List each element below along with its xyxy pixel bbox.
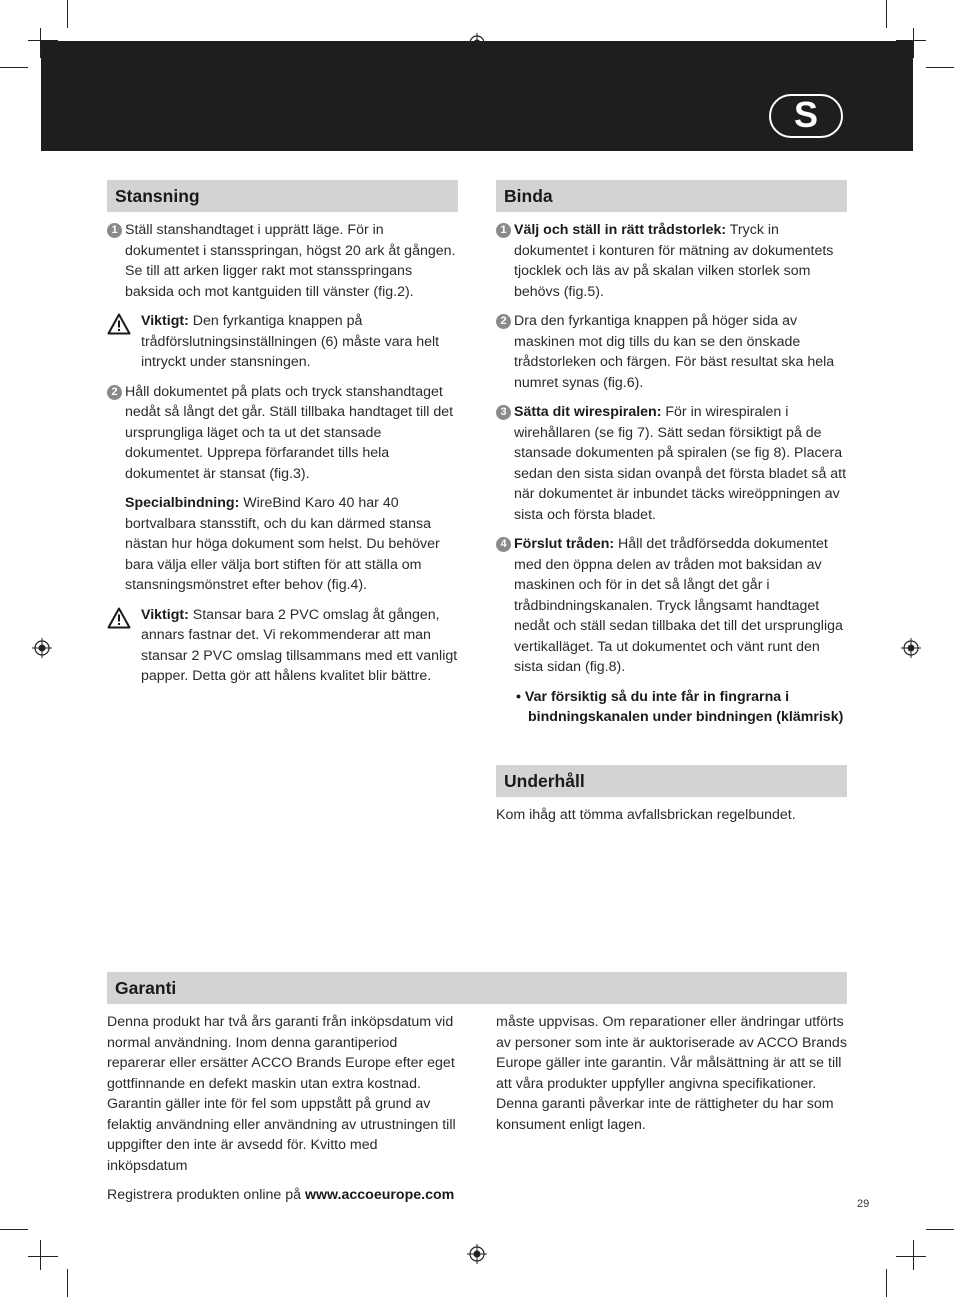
step-4 <box>496 534 847 678</box>
crop-mark <box>40 1240 41 1270</box>
warranty-text: måste uppvisas. Om reparationer eller ändringar utförts av personer som inte är auktoriserade av ACCO Brands Europe gäller inte garantin. Vår målsättning är att se till att våra produkter uppfyller angivna specifikationer. Denna garanti påverkar inte de rättigheter du har som konsument enligt lagen. <box>496 1014 847 1133</box>
step-1 <box>107 220 458 302</box>
step-text: Håll det trådförsedda dokumentet med den öppna delen av tråden mot baksidan av maskinen och för in det så långt det går i trådbindningskanalen. Tryck långsamt handtaget nedåt och ställ sedan tillbaka det till det ursprungliga vertikalläget. Ta ut dokumentet och vänt runt den sista sidan (fig.8). <box>514 536 843 675</box>
warning-label: Viktigt: <box>141 313 189 329</box>
caution-bullet: • Var försiktig så du inte får in fingrarna i bindningskanalen under bindningen (klämrisk) <box>516 688 844 725</box>
step-2 <box>107 382 458 485</box>
language-badge: S <box>769 94 843 138</box>
crop-mark <box>926 1229 954 1230</box>
crop-mark <box>0 1229 28 1230</box>
crop-mark <box>913 1240 914 1270</box>
step-text: Tryck in dokumentet i konturen för mätning av dokumentets tjocklek och läs av på skalan vilken storlek som behövs (fig.5). <box>514 222 834 300</box>
step-number-badge: 1 <box>496 223 511 238</box>
warning-label: Viktigt: <box>141 606 189 623</box>
section-title: Garanti <box>107 972 847 1004</box>
warranty-right-column <box>496 1012 847 1144</box>
section-stansning <box>107 180 458 696</box>
section-title: Underhåll <box>496 765 847 797</box>
step-label: Sätta dit wirespiralen: <box>514 404 662 420</box>
crop-mark <box>67 0 68 28</box>
step-number-badge: 2 <box>496 314 511 329</box>
section-underhall <box>496 765 847 835</box>
crop-mark <box>926 67 954 68</box>
section-binda <box>496 180 847 737</box>
step-number-badge: 1 <box>107 223 122 238</box>
warranty-text: Denna produkt har två års garanti från inköpsdatum vid normal användning. Inom denna garantiperiod reparerar eller ersätter ACCO Brands Europe efter eget gottfinnande en defekt maskin utan extra kostnad. Garantin gäller inte för fel som uppstått på grund av felaktig användning eller användning av utrustningen till uppgifter den inte är avsedd för. Kvitto med inköpsdatum <box>107 1014 456 1174</box>
warning-note <box>107 311 458 373</box>
crop-mark <box>28 1256 58 1257</box>
section-title: Stansning <box>107 180 458 212</box>
step-2 <box>496 311 847 393</box>
step-text: Ställ stanshandtaget i upprätt läge. För in dokumentet i stansspringan, högst 20 ark åt gången. Se till att arken ligger rakt mot stansspringans baksida och mot kantguiden till vänster (fig.2). <box>125 222 456 300</box>
step-label: Förslut tråden: <box>514 536 615 552</box>
page-number: 29 <box>857 1198 870 1210</box>
step-label: Välj och ställ in rätt trådstorlek: <box>514 222 727 238</box>
warning-icon <box>107 607 131 629</box>
warning-icon <box>107 313 131 335</box>
maintenance-text: Kom ihåg att tömma avfallsbrickan regelbundet. <box>496 807 796 823</box>
step-3 <box>496 402 847 525</box>
section-garanti <box>107 972 847 1012</box>
crop-mark <box>886 0 887 28</box>
step-text: Håll dokumentet på plats och tryck stanshandtaget nedåt så långt det går. Ställ tillbaka handtaget till det ursprungliga läget och ta ut det stansade dokumentet. Upprepa förfarandet tills hela dokumentet är stansat (fig.3). <box>125 383 454 482</box>
step-number-badge: 2 <box>107 385 122 400</box>
crop-mark <box>913 28 914 58</box>
register-text: Registrera produkten online på <box>107 1187 305 1203</box>
warning-text: Stansar bara 2 PVC omslag åt gången, annars fastnar det. Vi rekommenderar att man stansar 2 PVC omslag tillsammans med ett vanligt papper. Detta gör att hålens kvalitet blir bättre. <box>141 606 458 684</box>
step-number-badge: 4 <box>496 537 511 552</box>
warranty-left-column <box>107 1012 458 1215</box>
special-binding-note <box>107 493 458 596</box>
register-line <box>107 1185 458 1206</box>
step-text: Dra den fyrkantiga knappen på höger sida av maskinen mot dig tills du kan se den önskade trådstorleken och färgen. För bäst resultat ska hela numret synas (fig.6). <box>514 313 835 391</box>
warning-note <box>107 605 458 687</box>
register-link[interactable]: www.accoeurope.com <box>304 1187 455 1203</box>
crop-mark <box>0 67 28 68</box>
crop-mark <box>67 1269 68 1297</box>
crop-mark <box>886 1269 887 1297</box>
special-label: Specialbindning: <box>125 495 240 511</box>
registration-mark-icon <box>901 638 921 658</box>
registration-mark-icon <box>467 1244 487 1264</box>
crop-mark <box>896 1256 926 1257</box>
step-1 <box>496 220 847 302</box>
special-text: WireBind Karo 40 har 40 bortvalbara stansstift, och du kan därmed stansa nästan hur höga dokument som helst. Du behöver bara välja eller välja bort stiften för att ställa om stansningsmönstret efter behov (fig.4). <box>125 495 440 593</box>
step-text: För in wirespiralen i wirehållaren (se fig 7). Sätt sedan försiktigt på de stansade dokumenten på spiralen (se fig 8). Placera sedan den sista sidan ovanpå det första bladet så att när dokumentet är inbundet täcks wireöppningen av sista och första bladet. <box>514 404 847 523</box>
registration-mark-icon <box>32 638 52 658</box>
warning-text: Den fyrkantiga knappen på trådförslutningsinställningen (6) måste vara helt intryckt under stansningen. <box>141 313 440 370</box>
section-title: Binda <box>496 180 847 212</box>
step-number-badge: 3 <box>496 405 511 420</box>
